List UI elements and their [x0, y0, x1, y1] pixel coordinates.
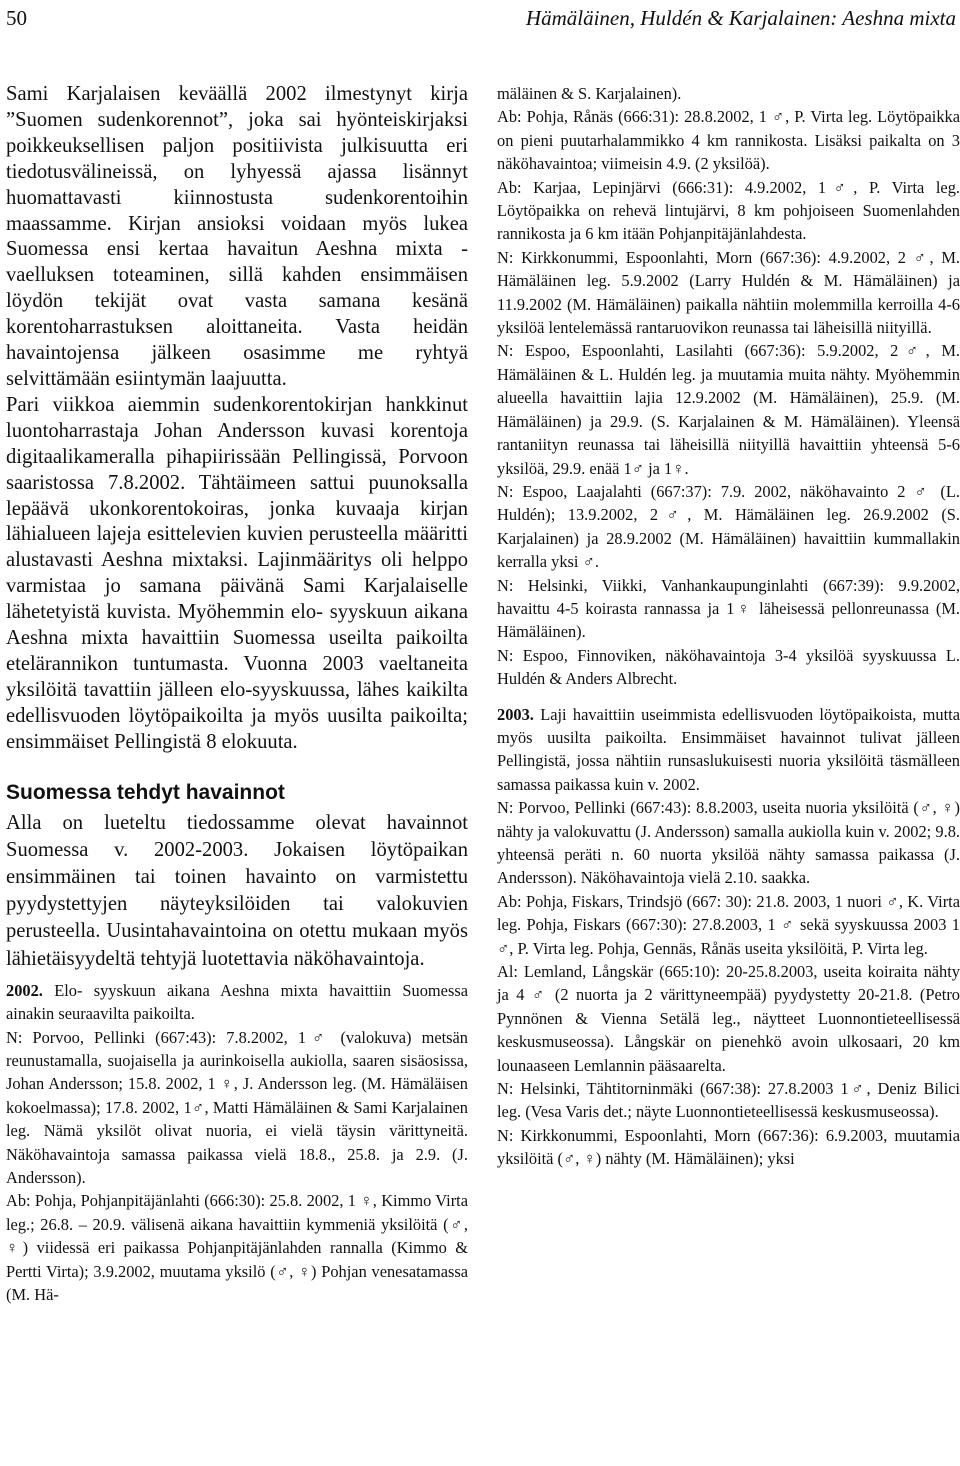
- year-2003-paragraph: [497, 703, 960, 797]
- observation-lepinjarvi: Ab: Karjaa, Lepinjärvi (666:31): 4.9.2002, 1♂, P. Virta leg. Löytöpaikka on rehevä lintujärvi, 8 km pohjoiseen Suomenlahden rannikosta ja 6 km itään Pohjanpitäjänlahdesta.: [497, 177, 960, 244]
- year-2002-text: Elo- syyskuun aikana Aeshna mixta havaittiin Suomessa ainakin seuraavilta paikoilta.: [6, 980, 468, 1024]
- running-title: Hämäläinen, Huldén & Karjalainen: Aeshna mixta: [525, 6, 956, 30]
- observation-lasilahti: N: Espoo, Espoonlahti, Lasilahti (667:36): 5.9.2002, 2♂, M. Hämäläinen & L. Huldén leg. ja muutamia muita nähty. Myöhemmin alueella havaittiin lajia 12.9.2002 (M. Hämäläinen), 25.9. (M. Hämäläinen) ja 29.9. (S. Karjalainen & M. Hämäläinen). Yleensä rantaniityn reunassa tai läheisillä niityillä havaittiin yhteensä 5-6 yksilöä, 29.9. enää 1♂ ja 1♀.: [497, 341, 960, 478]
- page-number: 50: [6, 6, 27, 30]
- observation-viikki: N: Helsinki, Viikki, Vanhankaupunginlahti (667:39): 9.9.2002, havaittu 4-5 koirasta rannassa ja 1♀ läheisessä pellonreunassa (M. Hämäläinen).: [497, 575, 960, 642]
- observation-ranas: Ab: Pohja, Rånäs (666:31): 28.8.2002, 1 ♂, P. Virta leg. Löytöpaikka on pieni puutarhalammikko 4 km rannikosta. Lisäksi paikalta on 3 näköhavaintoa; viimeisin 4.9. (2 yksilöä).: [497, 107, 960, 174]
- observation-laajalahti: N: Espoo, Laajalahti (667:37): 7.9. 2002, näköhavainto 2 ♂ (L. Huldén); 13.9.2002, 2♂, M. Hämäläinen leg. 26.9.2002 (S. Karjalainen) ja 28.9.2002 (M. Hämäläinen) havaittiin kummallakin kerralla yksi ♂.: [497, 481, 960, 572]
- page-header: [6, 0, 956, 40]
- intro-paragraph-2: Pari viikkoa aiemmin sudenkorentokirjan hankkinut luontoharrastaja Johan Andersson kuvasi korentoja digitaalikameralla pihapiirissään Pellingissä, Porvoon saaristossa 7.8.2002. Tähtäimeen sattui puunoksalla lepäävä ukonkorentokoiras, jonka kuvaaja kirjan lähialueen lajeja esittelevien kuvien perusteella määritti alustavasti Aeshna mixtaksi. Lajinmääritys oli helppo varmistaa jo samana päivänä Sami Karjalaiselle lähetetyistä kuvista. Myöhemmin elo- syyskuun aikana Aeshna mixta havaittiin Suomessa useilta paikoilta etelärannikon tuntumasta. Vuonna 2003 vaeltaneita yksilöitä tavattiin jälleen elo-syyskuussa, lähes kaikilta edellisvuoden löytöpaikoilta ja myös uusilta paikoilta; ensimmäiset Pellingistä 8 elokuuta.: [6, 393, 468, 753]
- section-intro: Alla on lueteltu tiedossamme olevat havainnot Suomessa v. 2002-2003. Jokaisen löytöpaikan ensimmäinen tai toinen havainto on varmistettu pyydystettyjen näyteyksilöiden tai valokuvien perusteella. Uusintahavaintoina on otettu mukaan myös lähietäisyydeltä tehtyjä luotettavia näköhavaintoja.: [6, 811, 468, 970]
- observation-pellinki-2003: N: Porvoo, Pellinki (667:43): 8.8.2003, useita nuoria yksilöitä (♂, ♀) nähty ja valokuvattu (J. Andersson) samalla aukiolla kuin v. 2002; 9.8. yhteensä peräti n. 60 nuorta yksilöä nähty samassa paikassa (J. Andersson). Näköhavaintoja vielä 2.10. saakka.: [497, 798, 960, 888]
- year-2003-label: 2003.: [497, 704, 534, 724]
- observation-morn-2002: N: Kirkkonummi, Espoonlahti, Morn (667:36): 4.9.2002, 2 ♂, M. Hämäläinen leg. 5.9.2002 (Larry Huldén & M. Hämäläinen) ja 11.9.2002 (M. Hämäläinen) paikalla nähtiin molemmilla kerroilla 4-6 yksilöä lentelemässä rantaruovikon reunassa tai läheisillä niityillä.: [497, 247, 960, 338]
- continued-text: mäläinen & S. Karjalainen).: [497, 84, 682, 103]
- observation-finnoviken: N: Espoo, Finnoviken, näköhavaintoja 3-4 yksilöä syyskuussa L. Huldén & Anders Albrecht.: [497, 645, 960, 689]
- observation-pellinki-2002: N: Porvoo, Pellinki (667:43): 7.8.2002, 1♂ (valokuva) metsän reunustamalla, suojaisella ja aurinkoisella aukiolla, saaren sisäosissa, Johan Andersson; 15.8. 2002, 1 ♀, J. Andersson leg. (M. Hämäläisen kokoelmassa); 17.8. 2002, 1♂, Matti Hämäläinen & Sami Karjalainen leg. Nämä yksilöt olivat nuoria, ei vielä täysin värittyneitä. Näköhavaintoja samassa paikassa vielä 18.8., 25.8. ja 2.9. (J. Andersson).: [6, 1027, 468, 1188]
- intro-paragraph-1: Sami Karjalaisen keväällä 2002 ilmestynyt kirja ”Suomen sudenkorennot”, joka sai hyönteiskirjaksi poikkeuksellisen paljon positiivista julkisuutta eri tiedotusvälineissä, on lyhyessä ajassa lisännyt huomattavasti kiinnostusta sudenkorentoihin maassamme. Kirjan ansioksi voidaan myös lukea Suomessa ensi kertaa havaitun Aeshna mixta -vaelluksen toteaminen, sillä kahden ensimmäisen löydön tekijät ovat vasta samana kesänä korentoharrastuksen aloittaneita. Vasta heidän havaintojensa jälkeen osasimme me ryhtyä selvittämään esiintymän laajuutta.: [6, 83, 468, 390]
- observation-pohjanpitajanlahti: Ab: Pohja, Pohjanpitäjänlahti (666:30): 25.8. 2002, 1 ♀, Kimmo Virta leg.; 26.8. – 20.9. välisenä aikana havaittiin kymmeniä yksilöitä (♂, ♀) viidessä eri paikassa Pohjanpitäjänlahden rannalla (Kimmo & Pertti Virta); 3.9.2002, muutama yksilö (♂, ♀) Pohjan venesatamassa (M. Hä-: [6, 1191, 468, 1305]
- observation-tahtitorninmaki: N: Helsinki, Tähtitorninmäki (667:38): 27.8.2003 1♂, Deniz Bilici leg. (Vesa Varis det.; näyte Luonnontieteellisessä keskusmuseossa).: [497, 1079, 960, 1122]
- left-column: [6, 82, 468, 1306]
- year-2003-text: Laji havaittiin useimmista edellisvuoden löytöpaikoista, mutta myös uusilta paikoilta. Ensimmäiset havainnot tulivat jälleen Pellingistä, jossa nähtiin runsaslukuisesti nuoria yksilöitä täsmälleen samassa paikassa kuin v. 2002.: [497, 704, 960, 794]
- year-2002-paragraph: [6, 979, 468, 1026]
- observation-morn-2003: N: Kirkkonummi, Espoonlahti, Morn (667:36): 6.9.2003, muutamia yksilöitä (♂, ♀) nähty (M. Hämäläinen); yksi: [497, 1125, 960, 1169]
- section-title: Suomessa tehdyt havainnot: [6, 780, 285, 804]
- observation-fiskars: Ab: Pohja, Fiskars, Trindsjö (667: 30): 21.8. 2003, 1 nuori ♂, K. Virta leg. Pohja, Fiskars (667:30): 27.8.2003, 1 ♂ sekä syyskuussa 2003 1 ♂, P. Virta leg. Pohja, Gennäs, Rånäs useita yksilöitä, P. Virta leg.: [497, 891, 960, 958]
- year-2002-label: 2002.: [6, 980, 43, 1000]
- observation-langskar: Al: Lemland, Långskär (665:10): 20-25.8.2003, useita koiraita nähty ja 4 ♂ (2 nuorta ja 2 värittyneempää) pyydystetty 20-21.8. (Petro Pynnönen & Vienna Setälä leg., näytteet Luonnontieteellisessä keskusmuseossa). Långskär on pienehkö avoin ulkosaari, 20 km lounaaseen Lemlannin pääsaarelta.: [497, 962, 960, 1075]
- right-column: [497, 82, 960, 1171]
